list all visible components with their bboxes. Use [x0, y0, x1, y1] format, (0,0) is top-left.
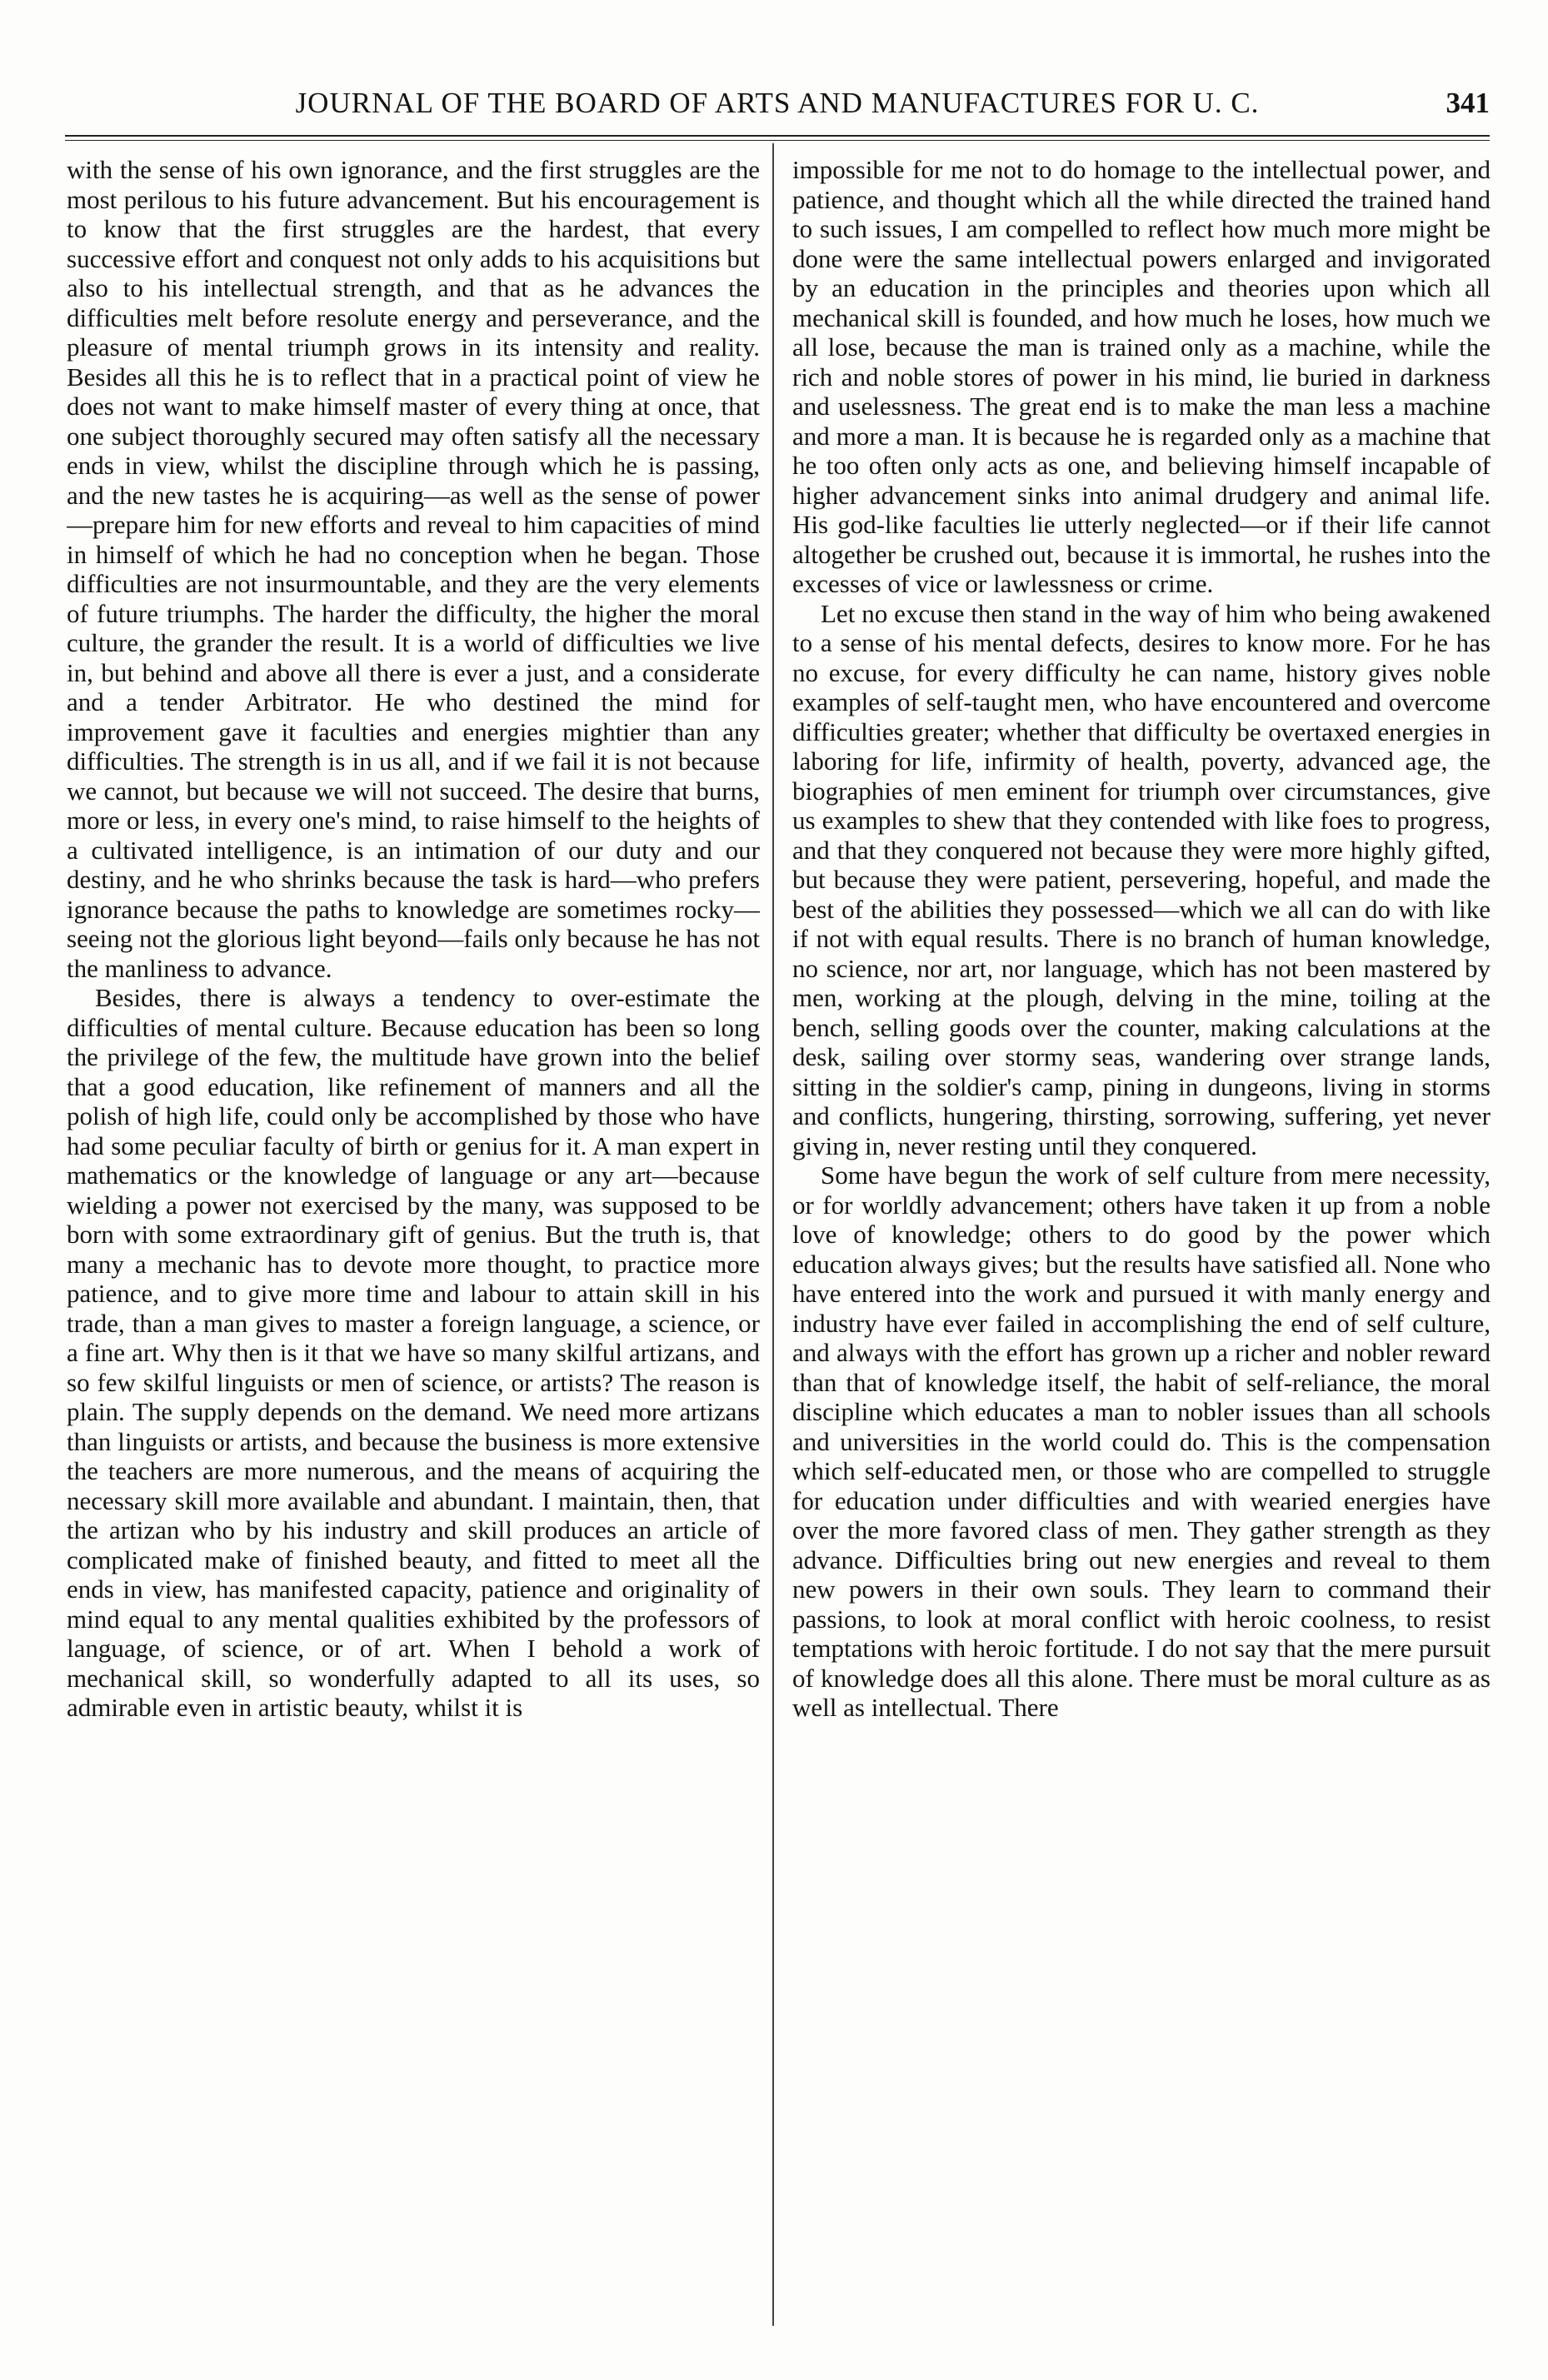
header-rule-secondary	[65, 140, 1490, 141]
running-header	[65, 87, 1490, 132]
left-column	[67, 155, 760, 2329]
paragraph: Some have begun the work of self culture from mere necessity, or for worldly advancement; others have taken it up from a noble love of knowledge; others to do good by the power which education always gives; but the results have satisfied all. None who have entered into the work and pursued it with manly energy and industry have ever failed in accomplishing the end of self culture, and always with the effort has grown up a richer and nobler reward than that of knowledge itself, the habit of self-reliance, the moral discipline which educates a man to nobler issues than all schools and universities in the world could do. This is the compensation which self-educated men, or those who are compelled to struggle for education under difficulties and with wearied energies have over the more favored class of men. They gather strength as they advance. Difficulties bring out new energies and reveal to them new powers in their own souls. They learn to command their passions, to look at moral conflict with heroic coolness, to resist temptations with heroic fortitude. I do not say that the mere pursuit of knowledge does all this alone. There must be moral culture as as well as intellectual. There	[792, 1160, 1491, 1722]
paragraph: Let no excuse then stand in the way of him who being awakened to a sense of his mental defects, desires to know more. For he has no excuse, for every difficulty he can name, history gives noble examples of self-taught men, who have encountered and overcome difficulties greater; whether that difficulty be overtaxed energies in laboring for life, infirmity of health, poverty, advanced age, the biographies of men eminent for triumph over circumstances, give us examples to shew that they contended with like foes to progress, and that they conquered not because they were more highly gifted, but because they were patient, persevering, hopeful, and made the best of the abilities they possessed—which we all can do with like if not with equal results. There is no branch of human knowledge, no science, nor art, nor language, which has not been mastered by men, working at the plough, delving in the mine, toiling at the bench, selling goods over the counter, making calculations at the desk, sailing over stormy seas, wandering over strange lands, sitting in the soldier's camp, pining in dungeons, living in storms and conflicts, hungering, thirsting, sorrowing, suffering, yet never giving in, never resting until they conquered.	[792, 598, 1491, 1160]
column-divider	[772, 143, 774, 2326]
paragraph: Besides, there is always a tendency to over-estimate the difficulties of mental culture. Because education has been so long the privilege of the few, the multitude have grown into the belief that a good education, like refinement of manners and all the polish of high life, could only be accomplished by those who have had some peculiar faculty of birth or genius for it. A man expert in mathematics or the knowledge of language or any art—because wielding a power not exercised by the many, was supposed to be born with some extraordinary gift of genius. But the truth is, that many a mechanic has to devote more thought, to practice more patience, and to give more time and labour to attain skill in his trade, than a man gives to master a foreign language, a science, or a fine art. Why then is it that we have so many skilful artizans, and so few skilful linguists or men of science, or artists? The reason is plain. The supply depends on the demand. We need more artizans than linguists or artists, and because the business is more extensive the teachers are more numerous, and the means of acquiring the necessary skill more available and abundant. I maintain, then, that the artizan who by his industry and skill produces an article of complicated make of finished beauty, and fitted to meet all the ends in view, has manifested capacity, patience and originality of mind equal to any mental qualities exhibited by the professors of language, of science, or of art. When I behold a work of mechanical skill, so wonderfully adapted to all its uses, so admirable even in artistic beauty, whilst it is	[67, 983, 760, 1722]
paragraph: impossible for me not to do homage to the intellectual power, and patience, and thought which all the while directed the trained hand to such issues, I am compelled to reflect how much more might be done were the same intellectual powers enlarged and invigorated by an education in the principles and theories upon which all mechanical skill is founded, and how much he loses, how much we all lose, because the man is trained only as a machine, while the rich and noble stores of power in his mind, lie buried in darkness and uselessness. The great end is to make the man less a machine and more a man. It is because he is regarded only as a machine that he too often only acts as one, and believing himself incapable of higher advancement sinks into animal drudgery and animal life. His god-like faculties lie utterly neglected—or if their life cannot altogether be crushed out, because it is immortal, he rushes into the excesses of vice or lawlessness or crime.	[792, 155, 1491, 598]
right-column	[792, 155, 1491, 2329]
paragraph: with the sense of his own ignorance, and the first struggles are the most perilous to his future advancement. But his encouragement is to know that the first struggles are the hardest, that every successive effort and conquest not only adds to his acquisitions but also to his intellectual strength, and that as he advances the difficulties melt before resolute energy and perseverance, and the pleasure of mental triumph grows in its intensity and reality. Besides all this he is to reflect that in a practical point of view he does not want to make himself master of every thing at once, that one subject thoroughly secured may often satisfy all the necessary ends in view, whilst the discipline through which he is passing, and the new tastes he is acquiring—as well as the sense of power—prepare him for new efforts and reveal to him capacities of mind in himself of which he had no conception when he began. Those difficulties are not insurmountable, and they are the very elements of future triumphs. The harder the difficulty, the higher the moral culture, the grander the result. It is a world of difficulties we live in, but behind and above all there is ever a just, and a considerate and a tender Arbitrator. He who destined the mind for improvement gave it faculties and energies mightier than any difficulties. The strength is in us all, and if we fail it is not because we cannot, but because we will not succeed. The desire that burns, more or less, in every one's mind, to raise himself to the heights of a cultivated intelligence, is an intimation of our duty and our destiny, and he who shrinks because the task is hard—who prefers ignorance because the paths to knowledge are sometimes rocky—seeing not the glorious light beyond—fails only because he has not the manliness to advance.	[67, 155, 760, 983]
page-number: 341	[1446, 87, 1490, 119]
journal-title: JOURNAL OF THE BOARD OF ARTS AND MANUFACTURES FOR U. C.	[295, 87, 1260, 119]
header-rule	[65, 135, 1490, 137]
